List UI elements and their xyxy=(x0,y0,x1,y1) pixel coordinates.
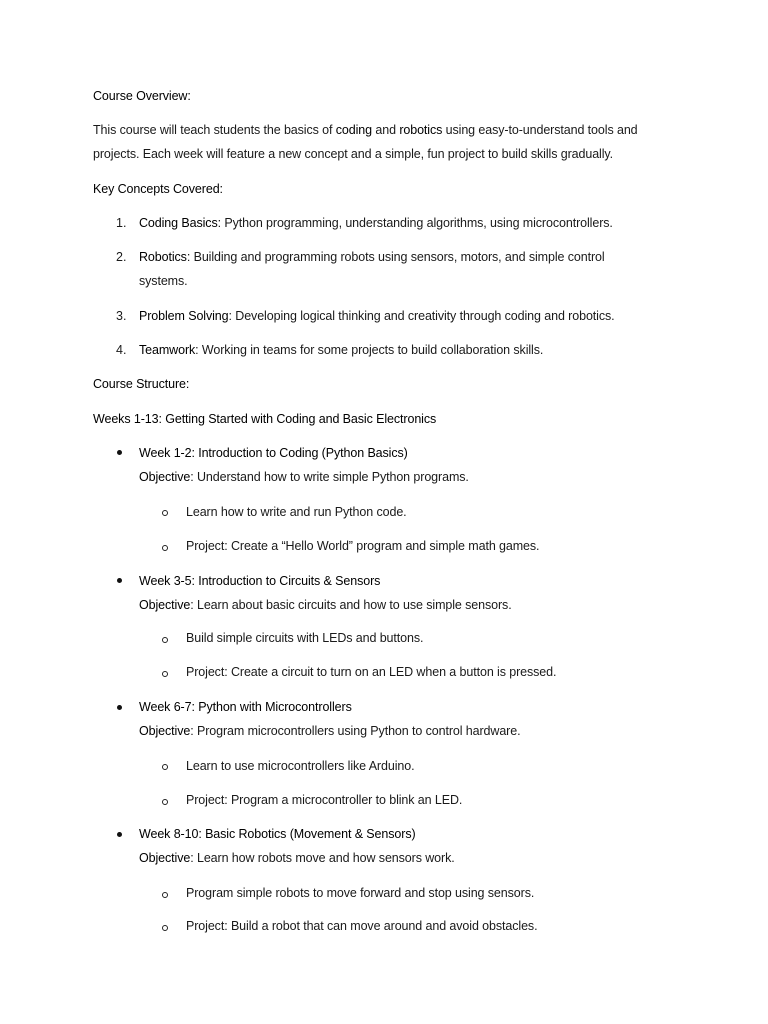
week-objective xyxy=(139,469,469,485)
circle-bullet-icon xyxy=(162,925,168,931)
concept-desc: : Developing logical thinking and creativity through coding and robotics. xyxy=(228,309,615,323)
sub-item: Project: Create a circuit to turn on an LED when a button is pressed. xyxy=(186,665,557,679)
objective-label: Objective xyxy=(139,470,191,484)
bullet-icon xyxy=(117,578,122,583)
week-title: Week 1-2: Introduction to Coding (Python Basics) xyxy=(139,446,408,460)
concept-desc: : Building and programming robots using sensors, motors, and simple control xyxy=(186,250,605,264)
overview-text: and xyxy=(372,123,400,137)
week-objective xyxy=(139,850,455,866)
objective-label: Objective xyxy=(139,851,191,865)
circle-bullet-icon xyxy=(162,671,168,677)
circle-bullet-icon xyxy=(162,510,168,516)
objective-text: : Learn about basic circuits and how to use simple sensors. xyxy=(190,598,512,612)
overview-keyword-coding: coding xyxy=(335,123,372,137)
section-title: Weeks 1-13: Getting Started with Coding and Basic Electronics xyxy=(93,412,437,426)
concept-desc-continued: systems. xyxy=(139,274,188,288)
concept-term: Problem Solving xyxy=(139,309,229,323)
list-number: 4. xyxy=(116,343,127,357)
concept-item xyxy=(139,342,543,358)
sub-item: Build simple circuits with LEDs and buttons. xyxy=(186,631,424,645)
sub-item: Project: Build a robot that can move around and avoid obstacles. xyxy=(186,919,538,933)
circle-bullet-icon xyxy=(162,764,168,770)
objective-text: : Program microcontrollers using Python to control hardware. xyxy=(190,724,521,738)
sub-item: Project: Program a microcontroller to blink an LED. xyxy=(186,793,463,807)
objective-text: : Understand how to write simple Python programs. xyxy=(190,470,469,484)
week-objective xyxy=(139,723,520,739)
objective-label: Objective xyxy=(139,598,191,612)
overview-keyword-robotics: robotics xyxy=(399,123,443,137)
objective-label: Objective xyxy=(139,724,191,738)
circle-bullet-icon xyxy=(162,799,168,805)
concept-term: Coding Basics xyxy=(139,216,218,230)
week-objective xyxy=(139,597,512,613)
key-concepts-heading: Key Concepts Covered: xyxy=(93,182,223,196)
concept-item xyxy=(139,308,615,324)
sub-item: Learn how to write and run Python code. xyxy=(186,505,407,519)
list-number: 3. xyxy=(116,309,127,323)
overview-text: using easy-to-understand tools and xyxy=(442,123,638,137)
course-overview-heading: Course Overview: xyxy=(93,89,191,103)
concept-desc: : Working in teams for some projects to build collaboration skills. xyxy=(195,343,544,357)
sub-item: Program simple robots to move forward and stop using sensors. xyxy=(186,886,535,900)
circle-bullet-icon xyxy=(162,637,168,643)
course-structure-heading: Course Structure: xyxy=(93,377,190,391)
overview-paragraph-line-2: projects. Each week will feature a new concept and a simple, fun project to build skills gradually. xyxy=(93,147,614,161)
bullet-icon xyxy=(117,832,122,837)
list-number: 1. xyxy=(116,216,127,230)
concept-item xyxy=(139,249,605,265)
week-title: Week 3-5: Introduction to Circuits & Sensors xyxy=(139,574,381,588)
circle-bullet-icon xyxy=(162,545,168,551)
overview-paragraph-line-1 xyxy=(93,122,638,138)
list-number: 2. xyxy=(116,250,127,264)
sub-item: Project: Create a “Hello World” program and simple math games. xyxy=(186,539,540,553)
sub-item: Learn to use microcontrollers like Arduino. xyxy=(186,759,415,773)
objective-text: : Learn how robots move and how sensors work. xyxy=(190,851,455,865)
bullet-icon xyxy=(117,450,122,455)
week-title: Week 8-10: Basic Robotics (Movement & Sensors) xyxy=(139,827,416,841)
circle-bullet-icon xyxy=(162,892,168,898)
concept-term: Robotics xyxy=(139,250,187,264)
concept-desc: : Python programming, understanding algorithms, using microcontrollers. xyxy=(217,216,613,230)
concept-item xyxy=(139,215,613,231)
bullet-icon xyxy=(117,705,122,710)
week-title: Week 6-7: Python with Microcontrollers xyxy=(139,700,352,714)
overview-text: This course will teach students the basics of xyxy=(93,123,336,137)
concept-term: Teamwork xyxy=(139,343,196,357)
